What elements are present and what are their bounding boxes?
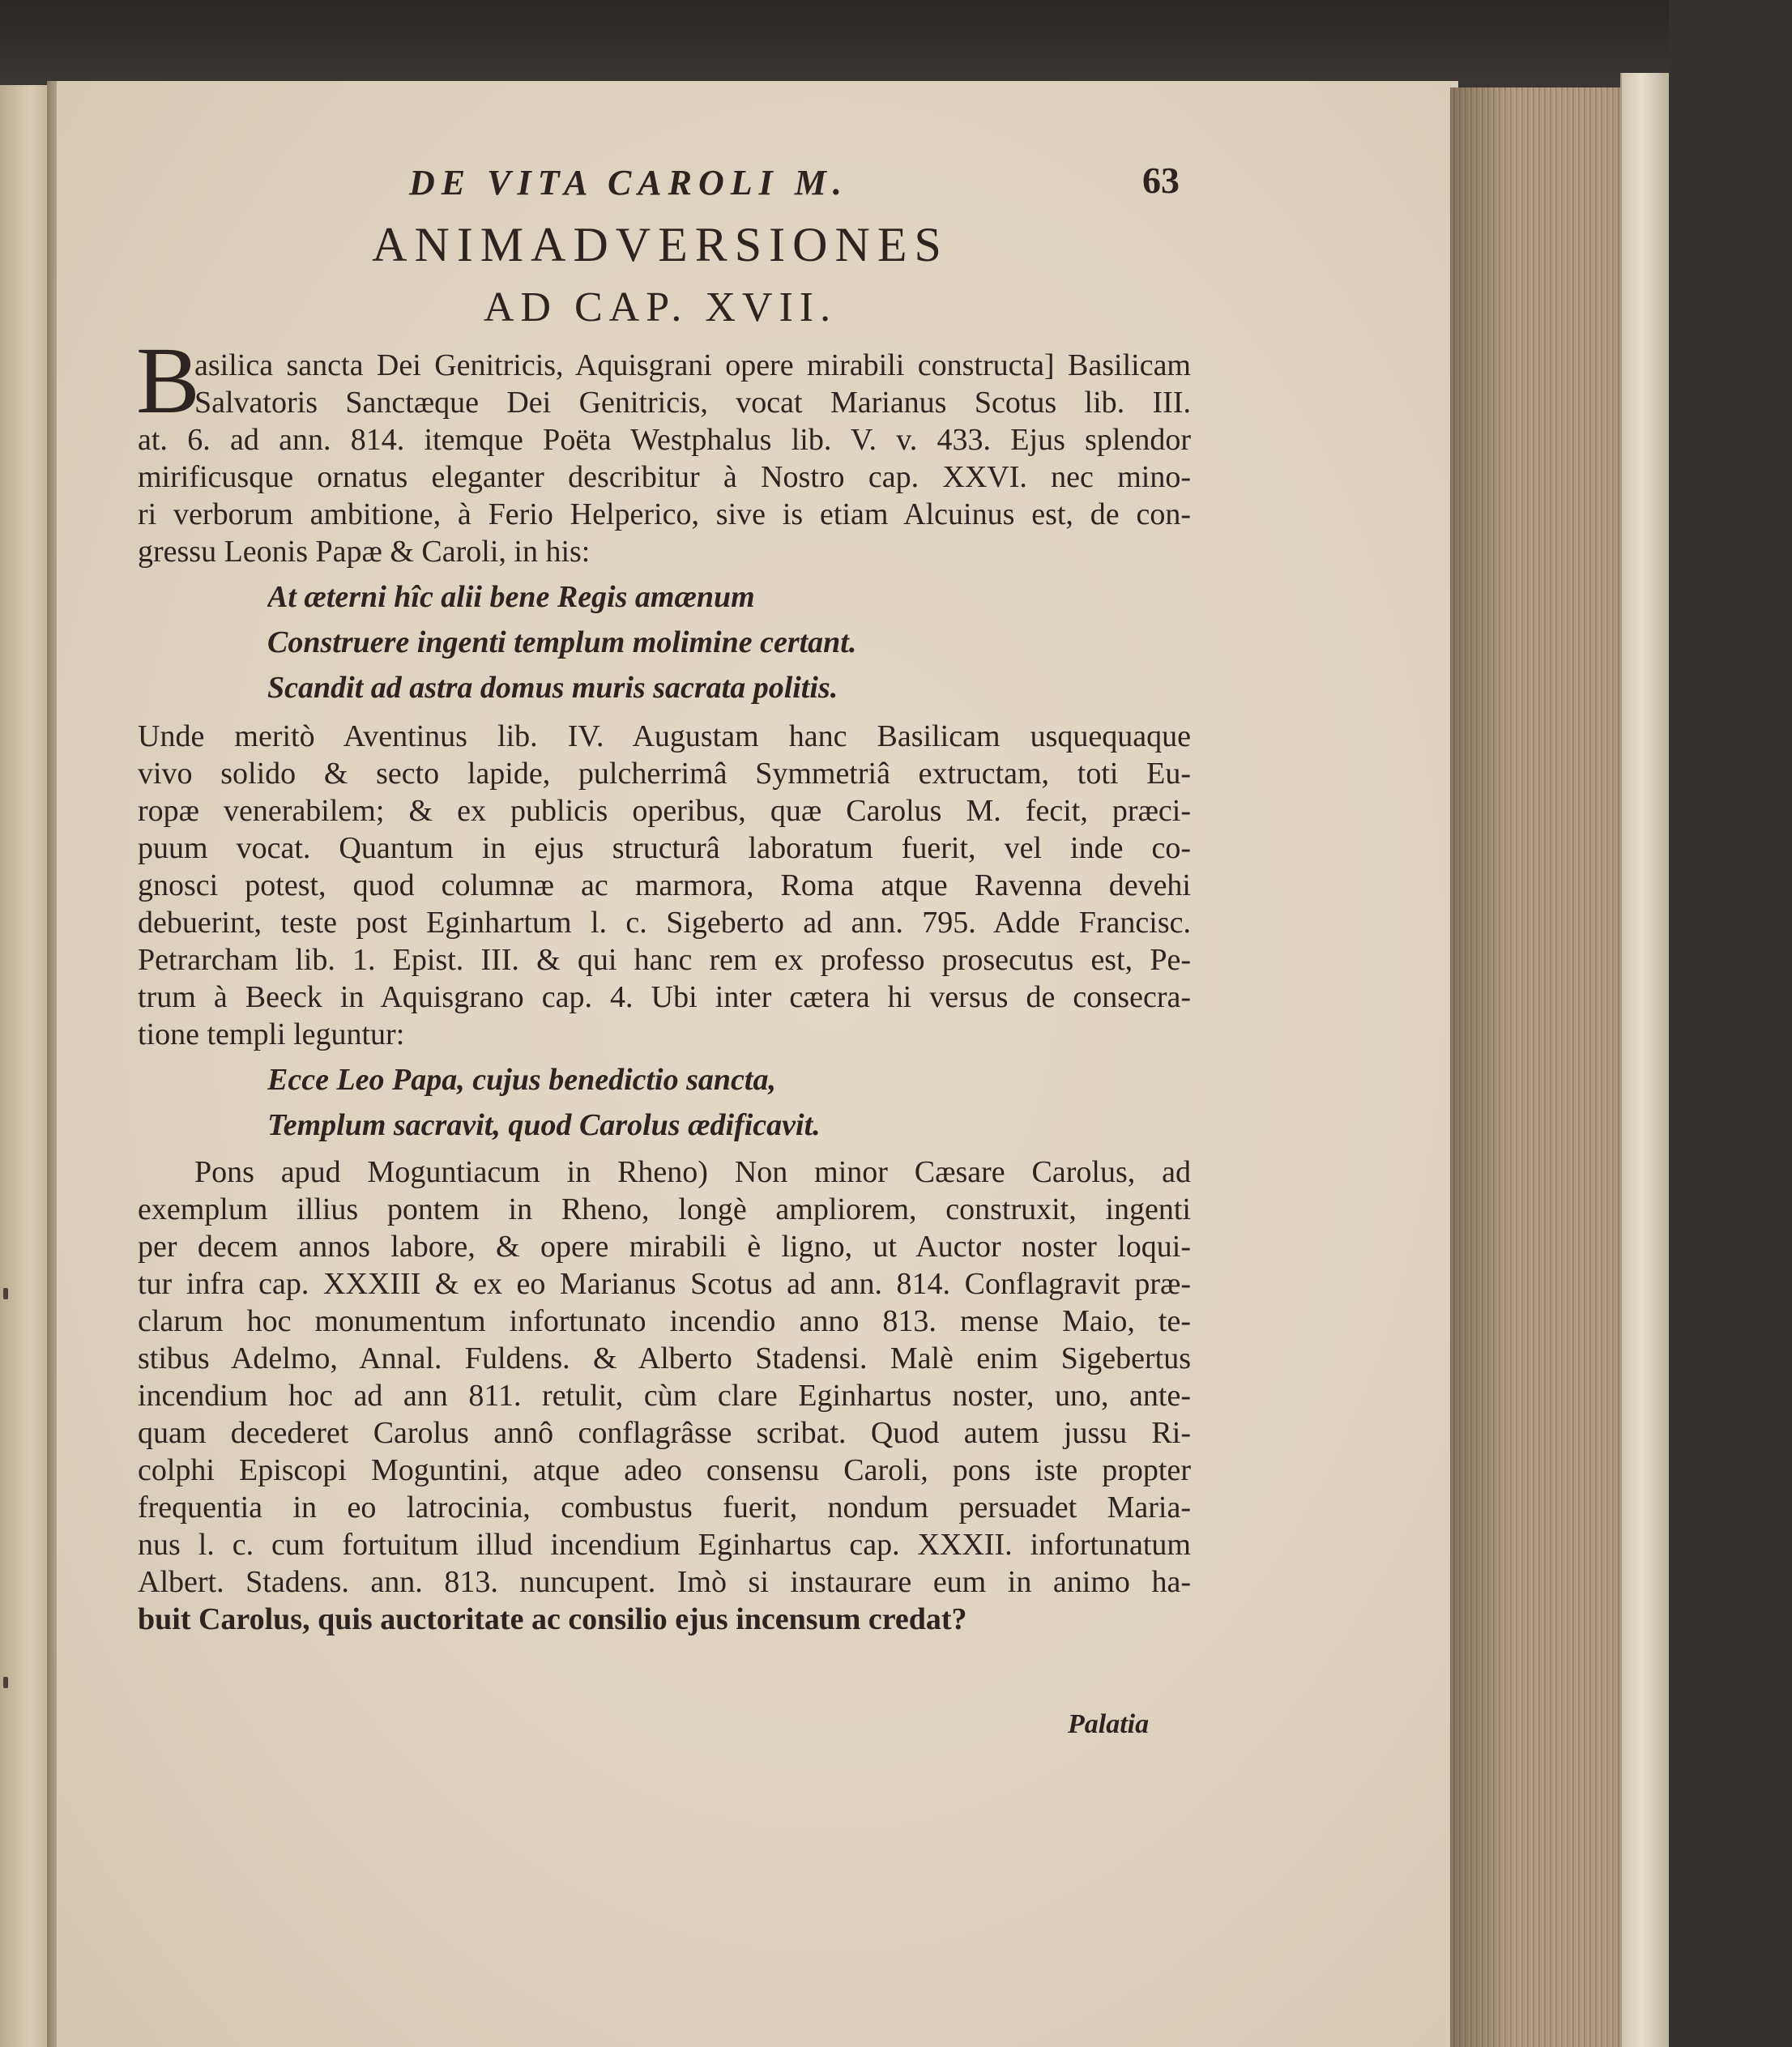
text-line: ropæ venerabilem; & ex publicis operibus, quæ Carolus M. fecit, præci- <box>138 794 1191 828</box>
text-line: vivo solido & secto lapide, pulcherrimâ Symmetriâ extructam, toti Eu- <box>138 757 1191 791</box>
text-line: Salvatoris Sanctæque Dei Genitricis, vocat Marianus Scotus lib. III. <box>194 386 1191 420</box>
text-line: tur infra cap. XXXIII & ex eo Marianus Scotus ad ann. 814. Conflagravit præ- <box>138 1267 1191 1301</box>
verse-line: Scandit ad astra domus muris sacrata politis. <box>267 671 838 705</box>
text-line: mirificusque ornatus eleganter describitur à Nostro cap. XXVI. nec mino- <box>138 460 1191 494</box>
text-line: frequentia in eo latrocinia, combustus fuerit, nondum persuadet Maria- <box>138 1490 1191 1525</box>
text-line: nus l. c. cum fortuitum illud incendium Eginhartus cap. XXXII. infortunatum <box>138 1528 1191 1562</box>
text-line: Petrarcham lib. 1. Epist. III. & qui hanc rem ex professo prosecutus est, Pe- <box>138 943 1191 977</box>
text-line: Unde meritò Aventinus lib. IV. Augustam hanc Basilicam usquequaque <box>138 719 1191 753</box>
scan-background-right <box>1669 0 1792 2047</box>
text-line: exemplum illius pontem in Rheno, longè ampliorem, construxit, ingenti <box>138 1192 1191 1226</box>
text-line: trum à Beeck in Aquisgrano cap. 4. Ubi inter cætera hi versus de consecra- <box>138 980 1191 1014</box>
verse-line: Construere ingenti templum molimine certant. <box>267 625 857 659</box>
verse-line: Ecce Leo Papa, cujus benedictio sancta, <box>267 1063 776 1097</box>
text-line: per decem annos labore, & opere mirabili è ligno, ut Auctor noster loqui- <box>138 1230 1191 1264</box>
text-line: tione templi leguntur: <box>138 1017 405 1051</box>
text-line: colphi Episcopi Moguntini, atque adeo consensu Caroli, pons iste propter <box>138 1453 1191 1487</box>
drop-cap: B <box>136 327 200 433</box>
section-heading: ANIMADVERSIONES <box>372 218 949 271</box>
running-title: DE VITA CAROLI M. <box>409 163 848 203</box>
text-line: asilica sancta Dei Genitricis, Aquisgrani opere mirabili constructa] Basilicam <box>194 348 1191 382</box>
running-head <box>267 162 1321 211</box>
text-line: debuerint, teste post Eginhartum l. c. Sigeberto ad ann. 795. Adde Francisc. <box>138 906 1191 940</box>
text-line: Albert. Stadens. ann. 813. nuncupent. Imò si instaurare eum in animo ha- <box>138 1565 1191 1599</box>
verse-line: Templum sacravit, quod Carolus ædificavit. <box>267 1108 821 1142</box>
text-line: Pons apud Moguntiacum in Rheno) Non minor Cæsare Carolus, ad <box>194 1155 1191 1189</box>
verse-line: At æterni hîc alii bene Regis amænum <box>267 580 755 614</box>
catchword: Palatia <box>1068 1709 1150 1739</box>
text-line: at. 6. ad ann. 814. itemque Poëta Westphalus lib. V. v. 433. Ejus splendor <box>138 423 1191 457</box>
facing-page-edge <box>0 85 50 2047</box>
text-line: puum vocat. Quantum in ejus structurâ laboratum fuerit, vel inde co- <box>138 831 1191 865</box>
edge-mark <box>3 1677 8 1688</box>
text-line: clarum hoc monumentum infortunato incendio anno 813. mense Maio, te- <box>138 1304 1191 1338</box>
edge-mark <box>3 1288 8 1299</box>
text-line: quam decederet Carolus annô conflagrâsse scribat. Quod autem jussu Ri- <box>138 1416 1191 1450</box>
section-subheading: AD CAP. XVII. <box>483 284 838 331</box>
text-line: stibus Adelmo, Annal. Fuldens. & Alberto Stadensi. Malè enim Sigebertus <box>138 1341 1191 1375</box>
text-line: buit Carolus, quis auctoritate ac consilio ejus incensum credat? <box>138 1602 967 1636</box>
text-line: incendium hoc ad ann 811. retulit, cùm clare Eginhartus noster, uno, ante- <box>138 1379 1191 1413</box>
text-line: ri verborum ambitione, à Ferio Helperico, sive is etiam Alcuinus est, de con- <box>138 497 1191 531</box>
text-line: gnosci potest, quod columnæ ac marmora, Roma atque Ravenna devehi <box>138 868 1191 902</box>
page-number: 63 <box>1142 160 1180 201</box>
cover-edge <box>1620 73 1670 2047</box>
text-line: gressu Leonis Papæ & Caroli, in his: <box>138 535 591 569</box>
